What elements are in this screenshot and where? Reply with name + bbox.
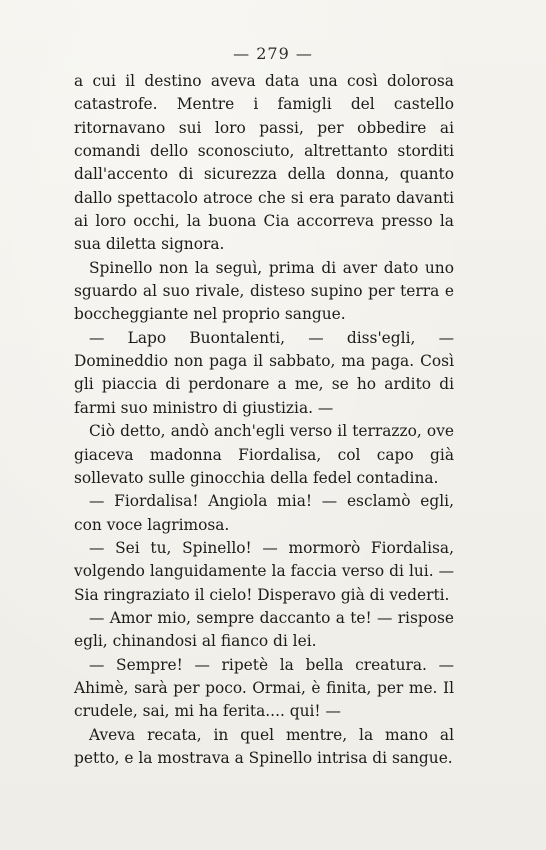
paragraph-4: Ciò detto, andò anch'egli verso il terrazzo, ove giaceva madonna Fiordalisa, col capo già sollevato sulle ginocchia della fedel contadina. — [74, 422, 454, 487]
body-text — [74, 70, 454, 770]
paragraph-8: — Sempre! — ripetè la bella creatura. — Ahimè, sarà per poco. Ormai, è finita, per me. Il crudele, sai, mi ha ferita.... qui! — — [74, 655, 454, 721]
paragraph-2: Spinello non la seguì, prima di aver dato uno sguardo al suo rivale, disteso supino per terra e boccheggiante nel proprio sangue. — [74, 258, 454, 324]
paragraph-3: — Lapo Buontalenti, — diss'egli, — Domineddio non paga il sabbato, ma paga. Così gli piaccia di perdonare a me, se ho ardito di farmi suo ministro di giustizia. — — [74, 328, 454, 417]
page-number: — 279 — — [233, 44, 313, 63]
paragraph-5: — Fiordalisa! Angiola mia! — esclamò egli, con voce lagrimosa. — [74, 492, 454, 534]
paragraph-9: Aveva recata, in quel mentre, la mano al petto, e la mostrava a Spinello intrisa di sangue. — [74, 725, 454, 767]
paragraph-1: a cui il destino aveva data una così dolorosa catastrofe. Mentre i famigli del castello ritornavano sui loro passi, per obbedire ai comandi dello sconosciuto, altrettanto storditi dall'accento di sicurezza della donna, quanto dallo spettacolo atroce che si era parato davanti ai loro occhi, la buona Cia accorreva presso la sua diletta signora. — [74, 72, 454, 254]
paragraph-7: — Amor mio, sempre daccanto a te! — rispose egli, chinandosi al fianco di lei. — [74, 608, 454, 651]
paragraph-6: — Sei tu, Spinello! — mormorò Fiordalisa, volgendo languidamente la faccia verso di lui. — Sia ringraziato il cielo! Disperavo già di vederti. — [74, 538, 454, 604]
